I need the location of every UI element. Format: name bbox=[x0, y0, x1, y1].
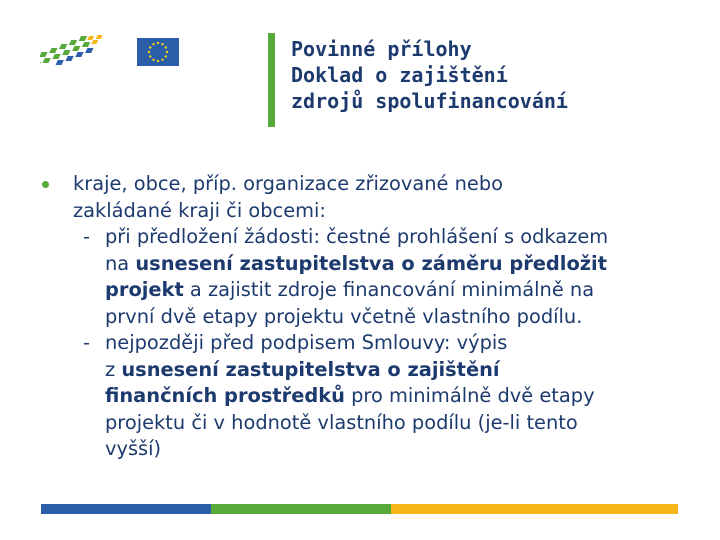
slide-content bbox=[40, 171, 690, 463]
sub1-line-2 bbox=[105, 251, 690, 278]
sub2-line-4: projektu či v hodnotě vlastního podílu (je-li tento bbox=[105, 410, 578, 434]
sub2-line-2-text: z bbox=[105, 357, 122, 381]
sub2-line-2 bbox=[105, 357, 690, 384]
sub2-line-2-bold: usnesení zastupitelstva o zajištění bbox=[121, 357, 500, 381]
footer-segment-blue bbox=[41, 504, 211, 514]
sub1-line-2-text: na bbox=[105, 251, 136, 275]
sub1-line-4: první dvě etapy projektu včetně vlastního podílu. bbox=[105, 304, 583, 328]
eu-flag-icon bbox=[137, 38, 179, 66]
slide-title bbox=[291, 36, 568, 114]
sub1-line-3 bbox=[105, 277, 690, 304]
bullet-line-2: zakládané kraji či obcemi: bbox=[73, 198, 326, 222]
bullet-item bbox=[40, 171, 690, 224]
sub2-line-1: nejpozději před podpisem Smlouvy: výpis bbox=[105, 331, 508, 354]
sub2-line-3-bold: finančních prostředků bbox=[105, 384, 345, 407]
dash-marker: - bbox=[83, 225, 90, 248]
sub-item-submission bbox=[40, 224, 690, 330]
sub1-line-3-text: a zajistit zdroje financování minimálně na bbox=[183, 278, 595, 301]
sub1-line-1: při předložení žádosti: čestné prohlášení s odkazem bbox=[105, 225, 609, 248]
dash-marker: - bbox=[83, 331, 90, 354]
sub1-line-2-bold: usnesení zastupitelstva o záměru předložit bbox=[135, 251, 607, 275]
bullet-line-1: kraje, obce, příp. organizace zřizované nebo bbox=[73, 172, 504, 195]
footer-segment-green bbox=[211, 504, 391, 514]
title-line-3: zdrojů spolufinancování bbox=[291, 89, 568, 113]
title-line-2: Doklad o zajištění bbox=[291, 63, 508, 87]
sub2-line-5: vyšší) bbox=[105, 437, 162, 460]
operational-programme-logo-icon bbox=[40, 34, 110, 70]
sub2-line-3 bbox=[105, 383, 690, 410]
title-line-1: Povinné přílohy bbox=[291, 37, 472, 61]
sub2-line-3-text: pro minimálně dvě etapy bbox=[344, 384, 595, 407]
bullet-dot-icon bbox=[42, 181, 49, 188]
sub1-line-3-bold: projekt bbox=[105, 278, 184, 301]
sub-item-contract bbox=[40, 330, 690, 463]
footer-segment-yellow bbox=[391, 504, 678, 514]
title-accent-bar bbox=[268, 33, 275, 127]
footer-color-stripe bbox=[41, 504, 678, 514]
